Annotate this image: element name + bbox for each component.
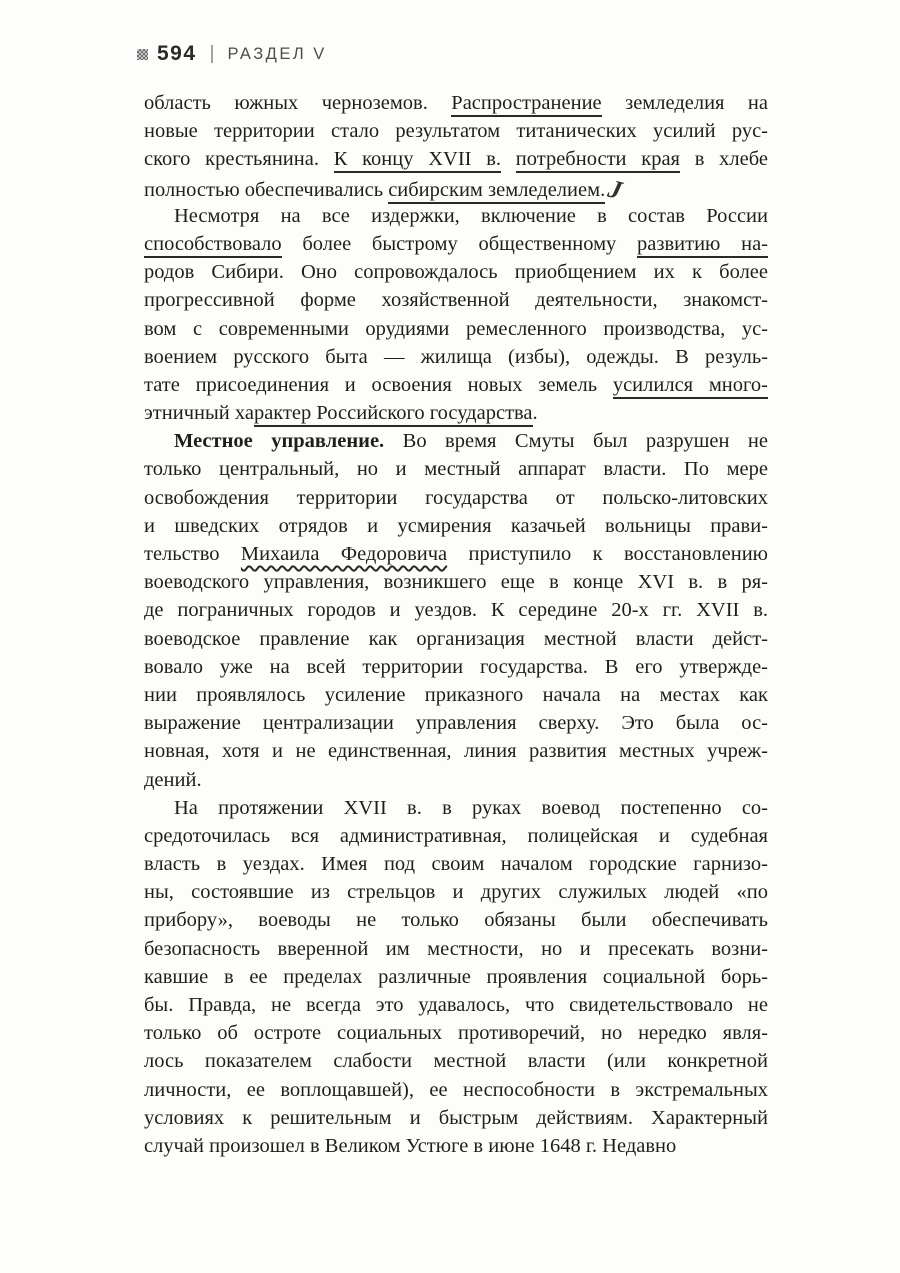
bold-text: Местное управление.	[174, 430, 385, 453]
underline-text: усилился много-	[613, 374, 768, 399]
text-line	[144, 935, 768, 963]
text-line	[144, 315, 768, 343]
text-segment: Во время Смуты был разрушен не	[384, 430, 768, 453]
text-segment: только об остроте социальных противоречий, но нередко явля-	[144, 1022, 768, 1045]
text-segment: прогрессивной форме хозяйственной деятельности, знакомст-	[144, 289, 768, 312]
text-segment: выражение централизации управления сверху. Это была ос-	[144, 712, 768, 735]
page-header	[137, 42, 327, 66]
text-line	[144, 766, 768, 794]
text-segment: земледелия на	[601, 92, 768, 114]
text-segment: бы. Правда, не всегда это удавалось, что свидетельствовало не	[144, 994, 768, 1016]
text-segment: полностью обеспечивались	[144, 178, 389, 201]
text-segment: прибору», воеводы не только обязаны были обеспечивать	[144, 909, 768, 932]
text-line	[144, 794, 768, 822]
text-line	[144, 540, 768, 568]
text-segment: более быстрому общественному	[281, 232, 638, 255]
text-line	[144, 371, 768, 399]
text-segment: новые территории стало результатом титанических усилий рус-	[144, 120, 768, 143]
text-line	[144, 568, 768, 596]
header-separator: |	[209, 43, 215, 64]
text-line	[144, 258, 768, 286]
text-line	[144, 709, 768, 737]
section-title: РАЗДЕЛ V	[227, 44, 327, 63]
text-line	[144, 1019, 768, 1047]
text-segment: в хлебе	[679, 148, 768, 171]
underline-text: К концу XVII в.	[334, 148, 501, 173]
text-segment: средоточилась вся административная, полицейская и судебная	[144, 824, 768, 847]
text-line	[144, 625, 768, 653]
text-line	[144, 878, 768, 906]
text-line	[144, 286, 768, 314]
text-segment: освобождения территории государства от польско-литовских	[144, 486, 768, 509]
text-segment: власть в уездах. Имея под своим началом городские гарнизо-	[144, 853, 768, 876]
text-line	[144, 1047, 768, 1075]
underline-wavy-text: Михаила Федоровича	[240, 543, 448, 565]
text-segment: де пограничных городов и уездов. К середине 20-х гг. XVII в.	[144, 599, 768, 622]
text-line	[144, 145, 768, 173]
text-segment: Несмотря на все издержки, включение в состав России	[174, 204, 768, 227]
text-segment: и шведских отрядов и усмирения казачьей вольницы прави-	[144, 514, 768, 537]
paragraph	[144, 794, 768, 1160]
text-line	[144, 681, 768, 709]
text-line	[144, 906, 768, 934]
text-segment	[501, 148, 516, 170]
text-segment: ны, состоявшие из стрельцов и других служилых людей «по	[144, 881, 768, 904]
pen-mark-icon: J	[605, 173, 626, 205]
text-segment: кавшие в ее пределах различные проявления социальной борь-	[144, 965, 768, 988]
text-segment: ского крестьянина.	[144, 148, 334, 171]
text-segment: .	[532, 402, 538, 425]
text-segment: область южных черноземов.	[144, 92, 452, 114]
text-line	[144, 1076, 768, 1104]
text-segment: родов Сибири. Оно сопровождалось приобщением их к более	[144, 261, 768, 284]
paragraph	[144, 427, 768, 793]
text-line	[144, 653, 768, 681]
text-segment: приступило к восстановлению	[447, 543, 768, 565]
paragraph	[144, 202, 768, 428]
text-segment: случай произошел в Великом Устюге в июне 1648 г. Недавно	[144, 1134, 677, 1157]
text-line	[144, 173, 768, 205]
text-line	[144, 399, 768, 427]
text-line	[144, 427, 768, 455]
text-line	[144, 596, 768, 624]
text-segment: новная, хотя и не единственная, линия развития местных учреж-	[144, 740, 768, 763]
text-line	[144, 117, 768, 145]
text-segment: вом с современными орудиями ремесленного производства, ус-	[144, 317, 768, 340]
text-segment: личности, ее воплощавшей), ее неспособности в экстремальных	[144, 1078, 768, 1101]
text-segment: На протяжении XVII в. в руках воевод постепенно со-	[174, 796, 768, 819]
text-segment: только центральный, но и местный аппарат власти. По мере	[144, 458, 768, 481]
section-bullet-icon	[137, 49, 148, 60]
text-line	[144, 343, 768, 371]
underline-text: рактер Российского государства	[254, 402, 533, 427]
text-segment: вовало уже на всей территории государства. В его утвержде-	[144, 655, 768, 678]
text-segment: воеводское правление как организация местной власти дейст-	[144, 627, 768, 650]
text-line	[144, 822, 768, 850]
text-segment: нии проявлялось усиление приказного начала на местах как	[144, 683, 768, 706]
text-line	[144, 1132, 768, 1160]
text-line	[144, 512, 768, 540]
text-line	[144, 991, 768, 1019]
text-segment: лось показателем слабости местной власти (или конкретной	[144, 1050, 768, 1073]
text-line	[144, 963, 768, 991]
text-segment: тельство	[144, 543, 241, 565]
underline-text: сибирским земледелием.	[388, 179, 605, 204]
text-line	[144, 89, 768, 117]
text-line	[144, 484, 768, 512]
underline-text: развитию на-	[637, 233, 768, 258]
paragraph	[144, 89, 768, 205]
text-line	[144, 202, 768, 230]
text-line	[144, 1104, 768, 1132]
text-line	[144, 850, 768, 878]
text-segment: безопасность вверенной им местности, но и пресекать возни-	[144, 937, 768, 960]
underline-text: способствовало	[144, 233, 282, 258]
text-line	[144, 455, 768, 483]
text-segment: этничный ха	[144, 402, 254, 425]
text-segment: дений.	[144, 768, 202, 791]
underline-text: потребности края	[516, 148, 680, 173]
text-line	[144, 737, 768, 765]
text-segment: воеводского управления, возникшего еще в конце XVI в. в ря-	[144, 571, 768, 594]
text-segment: воением русского быта — жилища (избы), одежды. В резуль-	[144, 345, 768, 368]
page-number: 594	[157, 42, 197, 65]
text-segment: условиях к решительным и быстрым действиям. Характерный	[144, 1106, 768, 1129]
underline-text: Распространение	[451, 92, 601, 117]
text-block	[144, 89, 768, 1160]
text-segment: тате присоединения и освоения новых земель	[144, 373, 613, 396]
text-line	[144, 230, 768, 258]
